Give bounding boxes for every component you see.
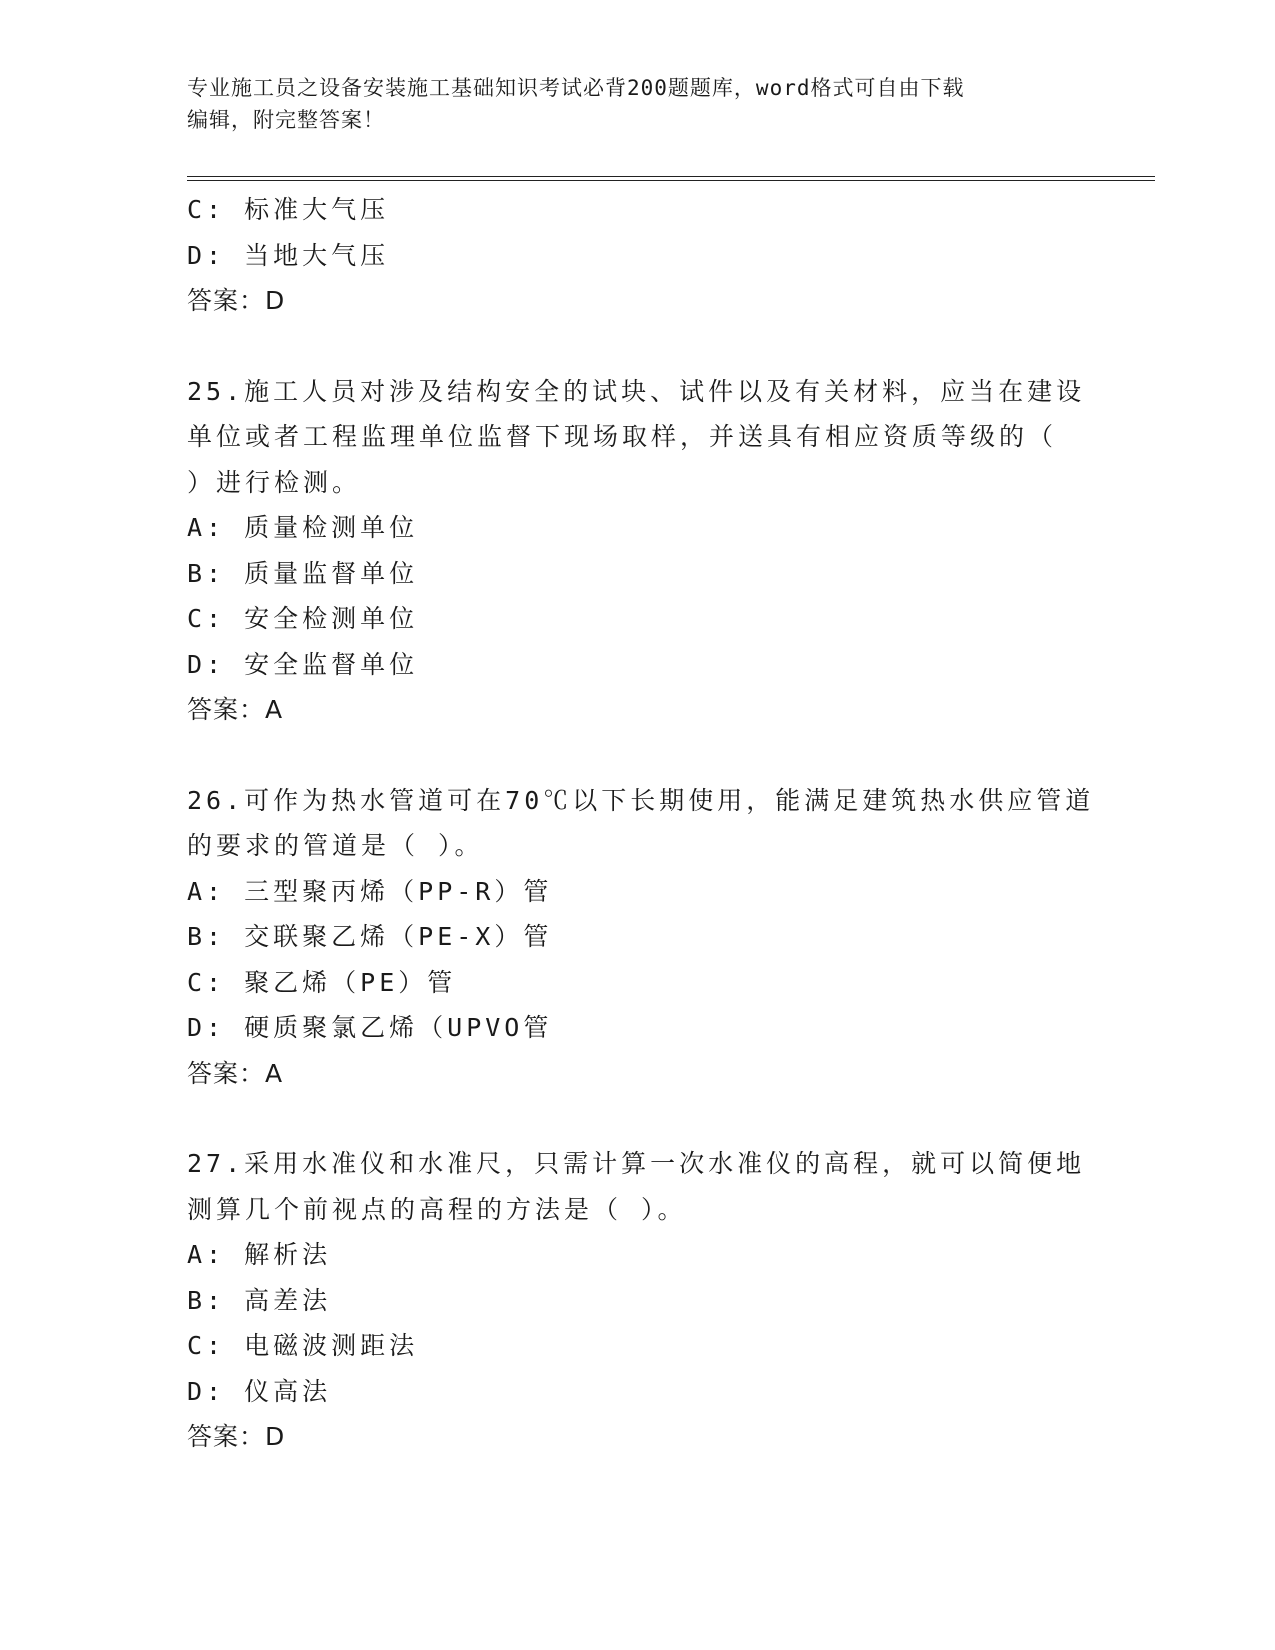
header-line-2: 编辑，附完整答案！	[187, 108, 385, 132]
answer-line: 答案：D	[187, 286, 286, 315]
option-a: A: 解析法	[187, 1240, 332, 1269]
option-d: D: 硬质聚氯乙烯（UPVO管	[187, 1013, 553, 1042]
option-a: A: 质量检测单位	[187, 513, 419, 542]
option-b: B: 高差法	[187, 1285, 332, 1315]
option-c: C: 安全检测单位	[187, 604, 419, 633]
question-stem-line: 26.可作为热水管道可在70℃以下长期使用，能满足建筑热水供应管道	[187, 785, 1095, 815]
option-a: A: 三型聚丙烯（PP-R）管	[187, 876, 553, 906]
question-27	[187, 1141, 1107, 1460]
option-c: C: 电磁波测距法	[187, 1331, 419, 1360]
question-26	[187, 778, 1107, 1097]
question-stem-line: 的要求的管道是（ ）。	[187, 831, 484, 860]
document-header	[187, 72, 1087, 136]
spacer	[187, 324, 1107, 369]
question-stem-line: 27.采用水准仪和水准尺，只需计算一次水准仪的高程，就可以简便地	[187, 1149, 1086, 1178]
spacer	[187, 1096, 1107, 1141]
answer-line: 答案：A	[187, 1058, 284, 1088]
answer-line: 答案：A	[187, 695, 284, 724]
question-25	[187, 369, 1107, 733]
answer-line: 答案：D	[187, 1422, 286, 1451]
question-stem-line: 单位或者工程监理单位监督下现场取样，并送具有相应资质等级的（	[187, 422, 1058, 451]
header-line-1: 专业施工员之设备安装施工基础知识考试必背200题题库，word格式可自由下载	[187, 76, 965, 100]
question-list	[187, 187, 1107, 1460]
question-stem-line: ）进行检测。	[187, 467, 362, 497]
option-d: D: 当地大气压	[187, 240, 390, 270]
option-b: B: 质量监督单位	[187, 558, 419, 588]
question-stem-line: 测算几个前视点的高程的方法是（ ）。	[187, 1194, 687, 1224]
question-stem-line: 25.施工人员对涉及结构安全的试块、试件以及有关材料，应当在建设	[187, 376, 1086, 406]
option-c: C: 标准大气压	[187, 195, 390, 224]
spacer	[187, 733, 1107, 778]
header-divider	[187, 176, 1155, 181]
partial-question	[187, 187, 1107, 324]
option-c: C: 聚乙烯（PE）管	[187, 967, 457, 997]
option-d: D: 安全监督单位	[187, 649, 419, 679]
option-b: B: 交联聚乙烯（PE-X）管	[187, 922, 553, 951]
option-d: D: 仪高法	[187, 1376, 332, 1406]
